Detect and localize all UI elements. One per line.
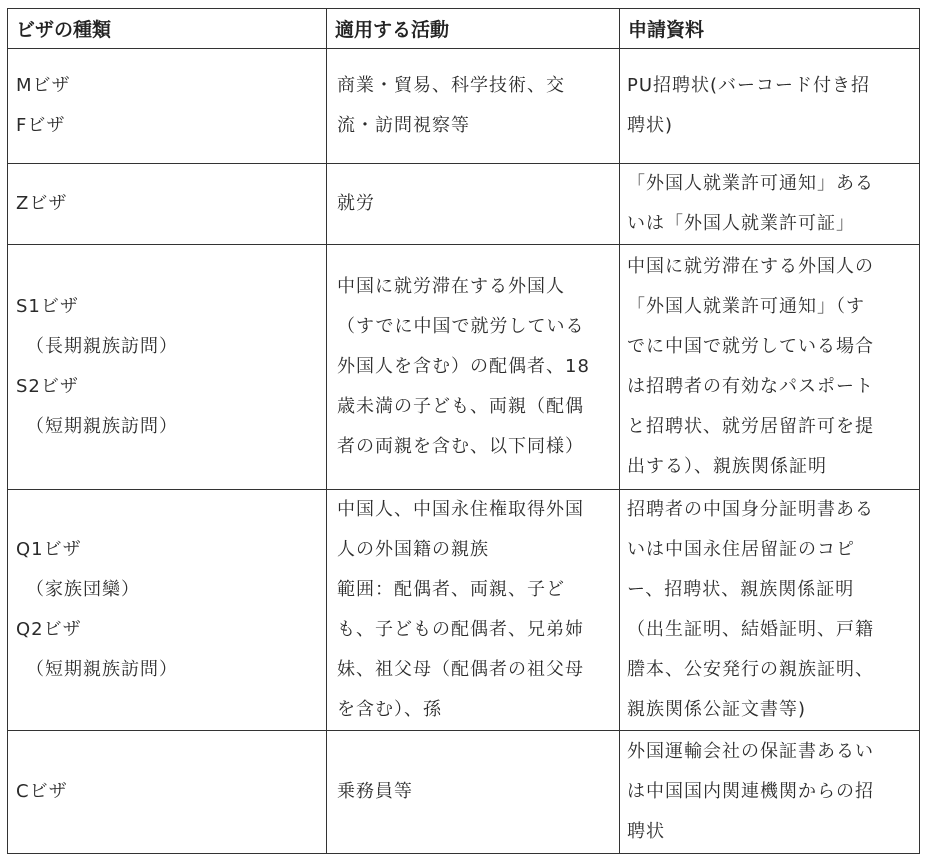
documents-cell	[620, 49, 920, 164]
visa-type-line: Q2ビザ	[16, 619, 82, 640]
visa-type-line: Cビザ	[16, 781, 68, 802]
documents-line: でに中国で就労している場合	[627, 336, 874, 357]
activity-line: 就労	[337, 193, 375, 214]
documents-cell	[620, 490, 920, 731]
table-row	[8, 490, 920, 731]
table-row	[8, 731, 920, 854]
visa-type-cell	[8, 490, 327, 731]
activity-line: 妹、祖父母（配偶者の祖父母	[337, 659, 584, 680]
activity-line: 歳未満の子ども、両親（配偶	[337, 396, 584, 417]
documents-line: 中国に就労滞在する外国人の	[627, 256, 874, 277]
table-row	[8, 49, 920, 164]
visa-type-note: （長期親族訪問）	[26, 336, 178, 357]
activity-line: 外国人を含む）の配偶者、18	[337, 356, 590, 377]
documents-line: 外国運輸会社の保証書あるい	[627, 741, 874, 762]
activity-cell	[327, 490, 620, 731]
activity-line: 範囲：配偶者、両親、子ど	[337, 579, 565, 600]
visa-type-line: Q1ビザ	[16, 539, 82, 560]
activity-line: 中国人、中国永住権取得外国	[337, 499, 584, 520]
header-documents: 申請資料	[620, 9, 920, 49]
activity-cell	[327, 731, 620, 854]
documents-line: は招聘者の有効なパスポート	[627, 376, 874, 397]
activity-line: も、子どもの配偶者、兄弟姉	[337, 619, 584, 640]
header-row	[8, 9, 920, 49]
visa-type-note: （短期親族訪問）	[26, 659, 178, 680]
documents-line: 「外国人就業許可通知」（す	[627, 296, 865, 317]
documents-cell	[620, 164, 920, 245]
visa-type-line: Mビザ	[16, 75, 71, 96]
visa-type-line: S2ビザ	[16, 376, 79, 397]
activity-line: 乗務員等	[337, 781, 413, 802]
documents-cell	[620, 731, 920, 854]
activity-line: 商業・貿易、科学技術、交	[337, 75, 565, 96]
visa-type-note: （短期親族訪問）	[26, 416, 178, 437]
activity-line: を含む）、孫	[337, 699, 442, 720]
documents-line: ー、招聘状、親族関係証明	[627, 579, 855, 600]
visa-type-line: Zビザ	[16, 193, 68, 214]
visa-type-note: （家族団欒）	[26, 579, 140, 600]
table-row	[8, 164, 920, 245]
activity-cell	[327, 164, 620, 245]
visa-type-line: S1ビザ	[16, 296, 79, 317]
documents-line: 謄本、公安発行の親族証明、	[627, 659, 874, 680]
documents-line: 「外国人就業許可通知」ある	[627, 173, 874, 194]
table-row	[8, 245, 920, 490]
documents-line: 招聘者の中国身分証明書ある	[627, 499, 874, 520]
documents-line: 聘状	[627, 821, 665, 842]
documents-line: と招聘状、就労居留許可を提	[627, 416, 874, 437]
visa-table	[7, 8, 920, 854]
documents-line: 聘状)	[627, 115, 674, 136]
documents-line: （出生証明、結婚証明、戸籍	[627, 619, 874, 640]
visa-type-line: Fビザ	[16, 115, 66, 136]
documents-line: 出する）、親族関係証明	[627, 456, 827, 477]
visa-type-cell	[8, 245, 327, 490]
visa-type-cell	[8, 731, 327, 854]
visa-type-cell	[8, 49, 327, 164]
header-visa-type: ビザの種類	[8, 9, 327, 49]
activity-line: 者の両親を含む、以下同様）	[337, 436, 584, 457]
activity-cell	[327, 49, 620, 164]
activity-line: （すでに中国で就労している	[337, 316, 585, 337]
header-activity: 適用する活動	[327, 9, 620, 49]
activity-line: 人の外国籍の親族	[337, 539, 489, 560]
visa-type-cell	[8, 164, 327, 245]
documents-line: 親族関係公証文書等)	[627, 699, 807, 720]
documents-line: いは「外国人就業許可証」	[627, 213, 855, 234]
activity-line: 流・訪問視察等	[337, 115, 470, 136]
documents-line: PU招聘状(バーコード付き招	[627, 75, 871, 96]
activity-line: 中国に就労滞在する外国人	[337, 276, 565, 297]
documents-line: いは中国永住居留証のコピ	[627, 539, 855, 560]
documents-line: は中国国内関連機関からの招	[627, 781, 874, 802]
activity-cell	[327, 245, 620, 490]
documents-cell	[620, 245, 920, 490]
